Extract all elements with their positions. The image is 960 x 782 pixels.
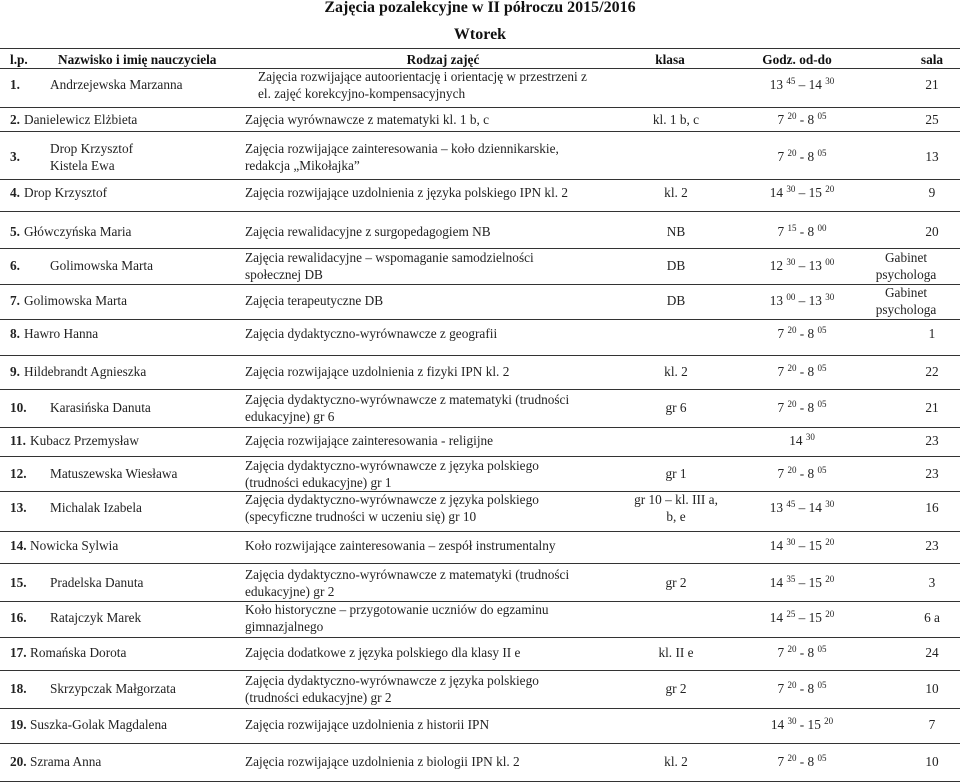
start-minute: 45 [786,76,796,86]
start-minute: 30 [786,184,796,194]
start-hour: 7 [777,112,785,127]
hours-range [722,537,882,555]
row-divider [0,708,960,709]
row-divider [0,427,960,428]
row-divider [0,131,960,132]
class-group: kl. 2 [664,185,688,200]
end-minute: 05 [817,111,827,121]
start-hour: 7 [777,466,785,481]
teacher-name: Suszka-Golak Magdalena [30,717,167,732]
end-minute: 05 [817,465,827,475]
teacher-name: Golimowska Marta [24,293,128,308]
activity-description: Zajęcia dydaktyczno-wyrównawcze z matematyki (trudności [245,391,570,407]
end-minute: 05 [817,148,827,158]
start-minute: 20 [787,465,797,475]
start-hour: 13 [769,293,784,308]
teacher-name: Danielewicz Elżbieta [24,112,138,127]
start-hour: 14 [789,433,803,448]
start-minute: 20 [787,644,797,654]
hours-range [722,432,882,450]
class-group: DB [666,258,686,273]
row-number: 17. [10,645,27,660]
document-title: Zajęcia pozalekcyjne w II półroczu 2015/2016 [324,0,636,16]
activity-description: redakcja „Mikołajka” [245,157,360,173]
end-hour: 13 [808,293,822,308]
room: 20 [925,224,939,239]
hours-range [722,111,882,129]
room: Gabinet [884,249,928,265]
room: 25 [925,112,939,127]
end-minute: 30 [825,292,835,302]
row-divider [0,456,960,457]
hours-range [722,148,882,166]
hours-range [722,680,882,698]
hours-range [722,399,882,417]
end-minute: 30 [825,499,835,509]
row-divider [0,248,960,249]
weekday-heading: Wtorek [453,26,507,43]
class-group: gr 2 [665,681,687,696]
activity-description: Zajęcia rozwijające uzdolnienia z fizyki IPN kl. 2 [245,364,510,379]
table-row [0,601,960,637]
start-minute: 30 [805,432,815,442]
activity-description: Zajęcia rozwijające uzdolnienia z historii IPN [245,717,490,732]
table-row [0,456,960,491]
class-group: kl. 2 [664,364,688,379]
row-number: 5. [10,224,20,239]
table-row [0,68,960,107]
hours-separator: – [798,185,806,200]
row-number: 19. [10,717,27,732]
teacher-name: Romańska Dorota [30,645,127,660]
end-minute: 20 [825,609,835,619]
class-group: gr 1 [665,466,687,481]
table-row [0,708,960,743]
row-divider [0,389,960,390]
class-group: kl. II e [658,645,694,660]
teacher-name: Hawro Hanna [24,326,99,341]
activity-description: Zajęcia rewalidacyjne – wspomaganie samodzielności [245,249,534,265]
activity-description: edukacyjne) gr 2 [245,583,335,599]
end-hour: 15 [808,575,822,590]
hours-separator: - [799,681,805,696]
end-hour: 15 [808,185,822,200]
teacher-name: Szrama Anna [30,754,102,769]
row-number: 1. [10,77,20,92]
end-hour: 8 [807,326,815,341]
room: 3 [928,575,936,590]
end-hour: 8 [807,112,815,127]
end-hour: 13 [808,258,822,273]
header-class: klasa [655,52,685,67]
hours-separator: - [799,466,805,481]
activity-description: Zajęcia dydaktyczno-wyrównawcze z matematyki (trudności [245,566,570,582]
end-minute: 20 [825,574,835,584]
row-divider [0,491,960,492]
teacher-name: Nowicka Sylwia [30,538,119,553]
hours-separator: – [798,500,806,515]
end-minute: 05 [817,680,827,690]
end-hour: 14 [808,500,822,515]
table-row [0,491,960,531]
teacher-name: Kistela Ewa [50,157,115,173]
room: 22 [925,364,939,379]
hours-separator: – [798,77,806,92]
end-hour: 8 [807,149,815,164]
hours-separator: - [799,717,805,732]
room: 23 [925,433,939,448]
start-hour: 14 [769,185,784,200]
row-divider [0,563,960,564]
row-number: 2. [10,112,20,127]
room: 23 [925,538,939,553]
table-row [0,211,960,248]
activity-description: (specyficzne trudności w uczeniu się) gr 10 [245,508,477,524]
hours-range [722,325,882,343]
class-group: gr 10 – kl. III a, [634,491,718,507]
row-divider [0,355,960,356]
activity-description: el. zajęć korekcyjno-kompensacyjnych [258,85,466,101]
activity-description: Zajęcia rozwijające uzdolnienia z biologii IPN kl. 2 [245,754,520,769]
end-minute: 20 [824,716,834,726]
start-minute: 35 [786,574,796,584]
hours-separator: - [799,645,805,660]
teacher-name: Główczyńska Maria [24,224,132,239]
teacher-name: Hildebrandt Agnieszka [24,364,147,379]
hours-separator: – [798,538,806,553]
teacher-name: Kubacz Przemysław [30,433,139,448]
end-minute: 30 [825,76,835,86]
hours-separator: - [799,224,805,239]
header-room: sala [920,52,944,67]
row-number: 9. [10,364,20,379]
hours-separator: - [799,754,805,769]
activity-description: Zajęcia rozwijające zainteresowania – koło dziennikarskie, [245,140,559,156]
start-minute: 20 [787,399,797,409]
start-hour: 7 [777,754,785,769]
row-number: 15. [10,575,27,590]
start-minute: 45 [786,499,796,509]
hours-separator: - [799,364,805,379]
start-minute: 00 [786,292,796,302]
activity-description: (trudności edukacyjne) gr 2 [245,689,392,705]
start-hour: 7 [777,364,785,379]
room: 21 [925,77,939,92]
end-hour: 8 [807,681,815,696]
table-row [0,531,960,563]
end-hour: 8 [807,224,815,239]
room: 9 [928,185,936,200]
activity-description: Koło rozwijające zainteresowania – zespół instrumentalny [245,538,556,553]
class-group: kl. 1 b, c [652,112,700,127]
activity-description: Zajęcia rozwijające zainteresowania - religijne [245,433,494,448]
header-teacher: Nazwisko i imię nauczyciela [58,52,217,67]
header-lp: l.p. [10,52,28,67]
table-row [0,355,960,389]
row-number: 3. [10,149,20,164]
table-row [0,248,960,284]
start-hour: 13 [769,500,784,515]
end-hour: 8 [807,364,815,379]
end-minute: 05 [817,363,827,373]
start-minute: 20 [787,363,797,373]
start-hour: 7 [777,224,785,239]
row-number: 8. [10,326,20,341]
end-hour: 15 [807,717,821,732]
teacher-name: Andrzejewska Marzanna [50,77,183,92]
row-divider [0,601,960,602]
start-hour: 14 [770,717,785,732]
table-row [0,319,960,355]
row-number: 11. [10,433,26,448]
end-minute: 05 [817,399,827,409]
table-row [0,743,960,781]
hours-range [722,716,882,734]
row-divider [0,284,960,285]
hours-separator: – [798,258,806,273]
end-minute: 20 [825,537,835,547]
row-number: 12. [10,466,27,481]
class-group: b, e [666,508,686,524]
activity-description: Zajęcia dodatkowe z języka polskiego dla klasy II e [245,645,521,660]
start-minute: 30 [787,716,797,726]
room: 21 [925,400,939,415]
activity-description: Zajęcia rozwijające uzdolnienia z języka polskiego IPN kl. 2 [245,185,569,200]
hours-range [722,465,882,483]
start-hour: 12 [769,258,784,273]
room: Gabinet [884,284,928,300]
start-minute: 20 [787,680,797,690]
class-group: gr 6 [665,400,687,415]
end-minute: 05 [817,325,827,335]
room: 1 [928,326,936,341]
table-row [0,563,960,601]
teacher-name: Golimowska Marta [50,258,154,273]
end-hour: 8 [807,400,815,415]
start-hour: 13 [769,77,784,92]
row-number: 13. [10,500,27,515]
row-divider [0,48,960,49]
room: psychologa [875,301,937,317]
row-number: 18. [10,681,27,696]
hours-separator: – [798,610,806,625]
end-hour: 15 [808,610,822,625]
start-hour: 14 [769,610,784,625]
activity-description: edukacyjne) gr 6 [245,408,335,424]
row-divider [0,743,960,744]
activity-description: społecznej DB [245,266,323,282]
table-row [0,107,960,131]
room: 10 [925,681,939,696]
row-divider [0,179,960,180]
row-number: 10. [10,400,27,415]
table-row [0,179,960,211]
row-divider [0,637,960,638]
hours-range [722,644,882,662]
teacher-name: Michalak Izabela [50,500,142,515]
hours-range [722,184,882,202]
teacher-name: Skrzypczak Małgorzata [50,681,176,696]
start-hour: 7 [777,681,785,696]
teacher-name: Matuszewska Wiesława [50,466,178,481]
hours-separator: – [798,293,806,308]
teacher-name: Drop Krzysztof [50,140,134,156]
row-number: 7. [10,293,20,308]
room: 13 [925,149,939,164]
start-minute: 30 [786,257,796,267]
end-hour: 15 [808,538,822,553]
row-divider [0,211,960,212]
room: 10 [925,754,939,769]
hours-range [722,574,882,592]
end-hour: 8 [807,754,815,769]
end-hour: 14 [808,77,822,92]
start-hour: 7 [777,400,785,415]
row-number: 16. [10,610,27,625]
hours-separator: - [799,112,805,127]
teacher-name: Drop Krzysztof [24,185,108,200]
row-number: 14. [10,538,27,553]
end-minute: 00 [825,257,835,267]
start-hour: 7 [777,645,785,660]
teacher-name: Pradelska Danuta [50,575,144,590]
table-row [0,131,960,179]
start-minute: 20 [787,148,797,158]
row-number: 6. [10,258,20,273]
class-group: kl. 2 [664,754,688,769]
row-number: 20. [10,754,27,769]
header-hours: Godz. od-do [762,52,832,67]
start-hour: 7 [777,326,785,341]
start-minute: 25 [786,609,796,619]
start-minute: 30 [786,537,796,547]
header-activity: Rodzaj zajęć [406,52,480,67]
hours-separator: - [799,326,805,341]
row-divider [0,670,960,671]
activity-description: Zajęcia terapeutyczne DB [245,293,384,308]
table-row [0,670,960,708]
row-divider [0,319,960,320]
activity-description: Zajęcia rewalidacyjne z surgopedagogiem NB [245,224,491,239]
room: 23 [925,466,939,481]
activity-description: (trudności edukacyjne) gr 1 [245,474,392,490]
end-hour: 8 [807,466,815,481]
activity-description: Zajęcia wyrównawcze z matematyki kl. 1 b, c [245,112,490,127]
activity-description: Zajęcia dydaktyczno-wyrównawcze z geografii [245,326,498,341]
start-minute: 20 [787,325,797,335]
hours-separator: – [798,575,806,590]
start-minute: 15 [787,223,797,233]
end-minute: 00 [817,223,827,233]
room: 6 a [924,610,940,625]
activity-description: gimnazjalnego [245,618,324,634]
row-divider [0,531,960,532]
activity-description: Zajęcia dydaktyczno-wyrównawcze z języka polskiego [245,491,539,507]
start-hour: 14 [769,575,784,590]
end-minute: 05 [817,644,827,654]
end-minute: 05 [817,753,827,763]
hours-range [722,363,882,381]
row-divider [0,107,960,108]
teacher-name: Karasińska Danuta [50,400,151,415]
hours-range [722,223,882,241]
room: 7 [928,717,936,732]
start-hour: 7 [777,149,785,164]
activity-description: Koło historyczne – przygotowanie uczniów do egzaminu [245,601,549,617]
row-divider [0,68,960,69]
table-row [0,427,960,456]
end-minute: 20 [825,184,835,194]
activity-description: Zajęcia rozwijające autoorientację i orientację w przestrzeni z [258,68,587,84]
room: 16 [925,500,939,515]
table-row [0,389,960,427]
room: 24 [925,645,939,660]
start-hour: 14 [769,538,784,553]
table-row [0,637,960,670]
start-minute: 20 [787,753,797,763]
row-number: 4. [10,185,20,200]
table-row [0,284,960,319]
activity-description: Zajęcia dydaktyczno-wyrównawcze z języka polskiego [245,672,539,688]
class-group: NB [666,224,686,239]
hours-range [722,76,882,94]
activity-description: Zajęcia dydaktyczno-wyrównawcze z języka polskiego [245,457,539,473]
teacher-name: Ratajczyk Marek [50,610,142,625]
class-group: DB [666,293,686,308]
hours-separator: - [799,400,805,415]
class-group: gr 2 [665,575,687,590]
hours-range [722,753,882,771]
hours-separator: - [799,149,805,164]
hours-range [722,499,882,517]
hours-range [722,609,882,627]
end-hour: 8 [807,645,815,660]
room: psychologa [875,266,937,282]
start-minute: 20 [787,111,797,121]
